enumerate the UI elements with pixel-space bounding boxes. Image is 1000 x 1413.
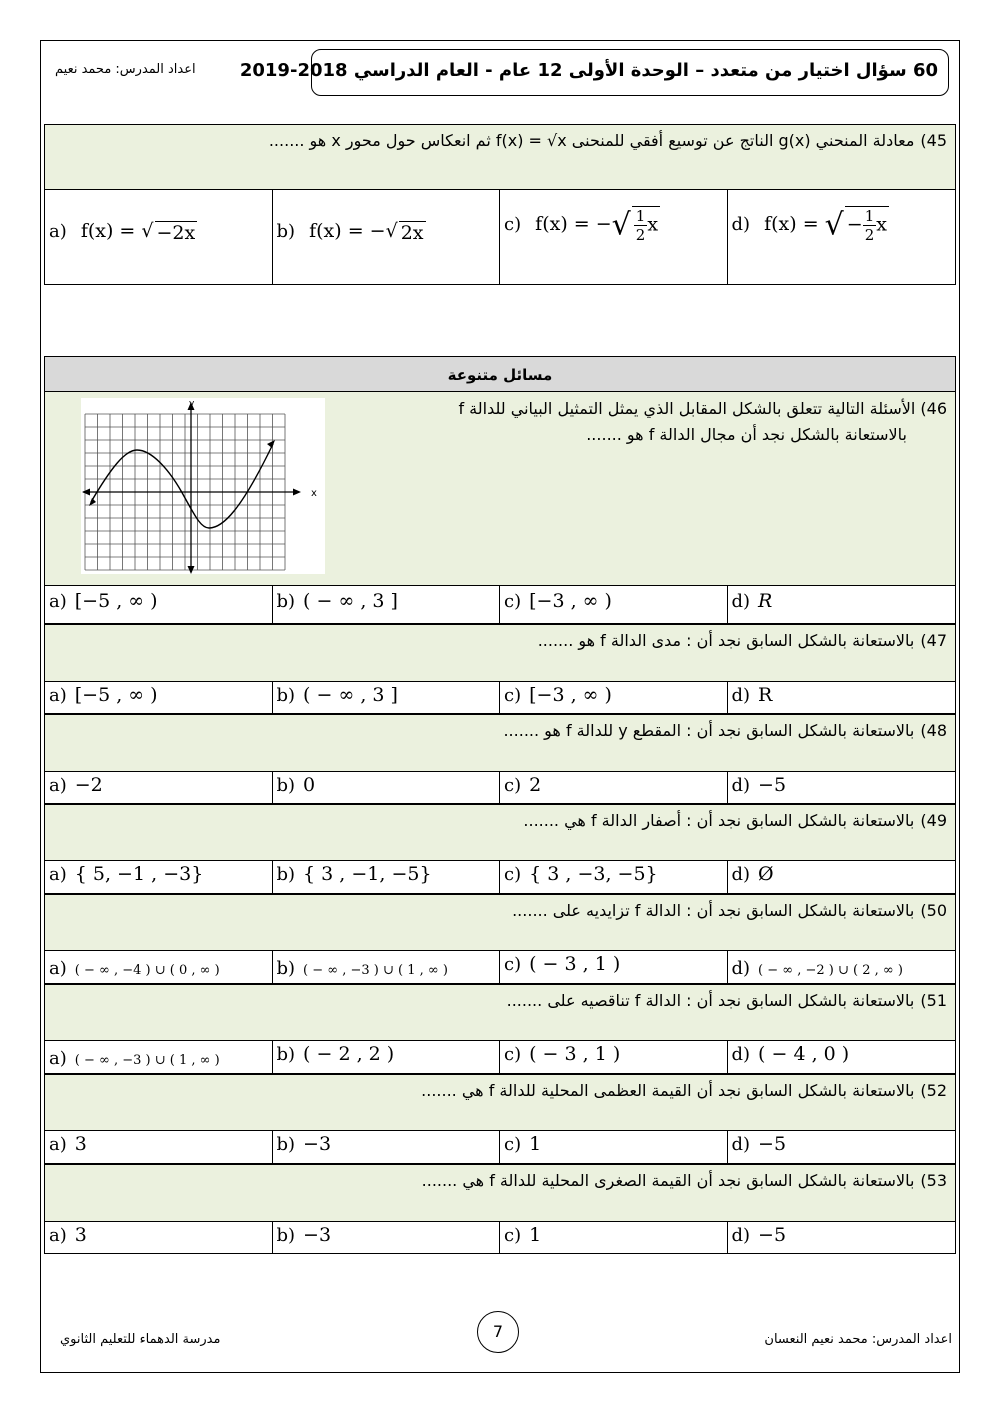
- option-a[interactable]: a) { 5, −1 , −3}: [45, 861, 273, 893]
- question-text: بالاستعانة بالشكل السابق نجد أن : الدالة f تزايديه على .......: [512, 901, 915, 920]
- sqrt-symbol: √: [611, 207, 631, 243]
- option-c[interactable]: c) { 3 , −3, −5}: [500, 861, 728, 893]
- option-a[interactable]: a) [−5 , ∞ ): [45, 586, 273, 623]
- option-c[interactable]: c) ( − 3 , 1 ): [500, 1041, 728, 1073]
- question-50: [44, 894, 956, 951]
- option-d[interactable]: d) −5: [731, 1133, 787, 1155]
- option-d[interactable]: d) R: [731, 590, 773, 612]
- option-a[interactable]: a) [−5 , ∞ ): [45, 682, 273, 713]
- page-title: 60 سؤال اختيار من متعدد – الوحدة الأولى 12 عام - العام الدراسي 2018-2019: [311, 49, 949, 96]
- option-d[interactable]: d) ( − ∞ , −2 ) ∪ ( 2 , ∞ ): [731, 958, 903, 979]
- option-b[interactable]: b) 0: [273, 772, 501, 803]
- option-a[interactable]: a) ( − ∞ , −4 ) ∪ ( 0 , ∞ ): [45, 951, 273, 983]
- question-47: [44, 624, 956, 682]
- option-b[interactable]: b) f(x) = −√ 2x: [273, 190, 501, 284]
- section-heading: مسائل متنوعة: [44, 356, 956, 392]
- question-45: [44, 124, 956, 190]
- footer-school: مدرسة الدهماء للتعليم الثانوي: [60, 1332, 221, 1347]
- question-53-options: [44, 1222, 956, 1254]
- question-text: 46) الأسئلة التالية تتعلق بالشكل المقابل الذي يمثل التمثيل البياني للدالة f بالاستعانة بالشكل نجد أن مجال الدالة f هو .......: [458, 399, 947, 444]
- question-52-options: [44, 1131, 956, 1164]
- option-c[interactable]: c) 2: [500, 772, 728, 803]
- option-b[interactable]: b) ( − ∞ , −3 ) ∪ ( 1 , ∞ ): [273, 951, 501, 983]
- header-teacher: اعداد المدرس: محمد نعيم: [55, 62, 196, 77]
- option-a[interactable]: a) 3: [45, 1131, 273, 1163]
- question-46-options: [44, 586, 956, 624]
- option-a[interactable]: a) ( − ∞ , −3 ) ∪ ( 1 , ∞ ): [45, 1041, 273, 1073]
- sqrt-symbol: √: [824, 207, 844, 243]
- question-text: بالاستعانة بالشكل السابق نجد أن : مدى الدالة f هو .......: [537, 631, 915, 650]
- option-d[interactable]: d) ( − 4 , 0 ): [731, 1043, 850, 1065]
- footer-teacher: اعداد المدرس: محمد نعيم النعسان: [764, 1332, 952, 1347]
- option-b[interactable]: b) ( − ∞ , 3 ]: [273, 586, 501, 623]
- question-text: بالاستعانة بالشكل السابق نجد أن القيمة العظمى المحلية للدالة f هي .......: [421, 1081, 915, 1100]
- question-49: [44, 804, 956, 861]
- option-a[interactable]: a) f(x) = √ −2x: [45, 190, 273, 284]
- question-49-options: [44, 861, 956, 894]
- question-number: 50): [920, 901, 947, 920]
- question-text: معادلة المنحني g(x) الناتج عن توسيع أفقي للمنحنى f(x) = √x ثم انعكاس حول محور x هو .......: [268, 131, 915, 150]
- question-number: 47): [920, 631, 947, 650]
- option-c[interactable]: c) f(x) = −√ $\frac{1}{2}$ x: [500, 190, 728, 284]
- option-c[interactable]: c) ( − 3 , 1 ): [500, 951, 728, 983]
- question-52: [44, 1074, 956, 1131]
- question-number: 52): [920, 1081, 947, 1100]
- question-45-options: [44, 190, 956, 285]
- option-d[interactable]: d) f(x) = √ − $\frac{1}{2}$ x: [731, 207, 887, 244]
- option-a[interactable]: a) 3: [45, 1222, 273, 1253]
- sqrt-symbol: √: [385, 220, 398, 242]
- question-48: [44, 714, 956, 772]
- question-53: [44, 1164, 956, 1222]
- function-curve: [91, 444, 273, 528]
- option-c[interactable]: c) [−3 , ∞ ): [500, 586, 728, 623]
- option-c[interactable]: c) 1: [500, 1222, 728, 1253]
- page-number: 7: [477, 1311, 519, 1353]
- question-number: 53): [920, 1171, 947, 1190]
- question-number: 49): [920, 811, 947, 830]
- question-text: بالاستعانة بالشكل السابق نجد أن : الدالة f تناقصيه على .......: [506, 991, 915, 1010]
- y-axis-label: y: [189, 399, 195, 409]
- option-b[interactable]: b) ( − ∞ , 3 ]: [273, 682, 501, 713]
- option-c[interactable]: c) [−3 , ∞ ): [500, 682, 728, 713]
- option-d[interactable]: d) −5: [731, 1224, 787, 1246]
- option-d[interactable]: d) −5: [731, 774, 787, 796]
- option-b[interactable]: b) −3: [273, 1222, 501, 1253]
- question-number: 48): [920, 721, 947, 740]
- question-50-options: [44, 951, 956, 984]
- question-48-options: [44, 772, 956, 804]
- question-text: بالاستعانة بالشكل السابق نجد أن القيمة الصغرى المحلية للدالة f هي .......: [421, 1171, 915, 1190]
- option-b[interactable]: b) ( − 2 , 2 ): [273, 1041, 501, 1073]
- option-b[interactable]: b) { 3 , −1, −5}: [273, 861, 501, 893]
- option-d[interactable]: d) Ø: [731, 863, 774, 885]
- sqrt-symbol: √: [141, 220, 154, 242]
- option-d[interactable]: d) R: [731, 684, 773, 706]
- question-46: [44, 392, 956, 586]
- option-b[interactable]: b) −3: [273, 1131, 501, 1163]
- x-axis-label: x: [311, 488, 317, 499]
- question-text: بالاستعانة بالشكل السابق نجد أن : المقطع y للدالة f هو .......: [503, 721, 915, 740]
- question-47-options: [44, 682, 956, 714]
- question-51-options: [44, 1041, 956, 1074]
- option-c[interactable]: c) 1: [500, 1131, 728, 1163]
- question-number: 45): [920, 131, 947, 150]
- question-51: [44, 984, 956, 1041]
- question-text: بالاستعانة بالشكل السابق نجد أن : أصفار الدالة f هي .......: [523, 811, 915, 830]
- function-graph: [81, 398, 325, 574]
- question-number: 51): [920, 991, 947, 1010]
- option-a[interactable]: a) −2: [45, 772, 273, 803]
